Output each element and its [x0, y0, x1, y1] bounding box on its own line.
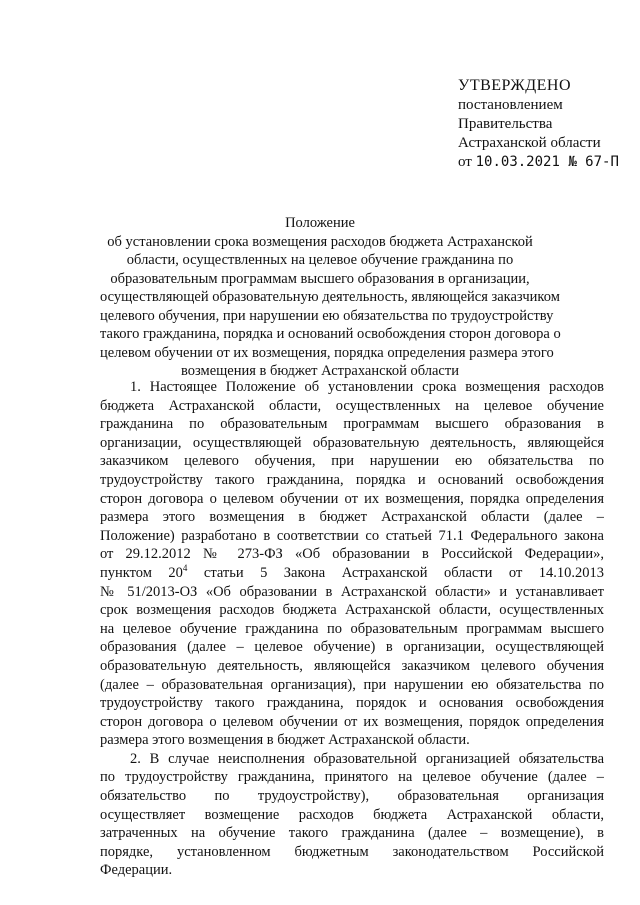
- paragraph-2: [100, 750, 604, 880]
- title-line: целевого обучения, при нарушении ею обязательства по трудоустройству: [100, 307, 554, 324]
- title-line: целевом обучении от их возмещения, порядка определения размера этого: [100, 344, 554, 361]
- text-fragment: статьи 5 Закона Астраханской области от 14.10.2013: [187, 564, 604, 581]
- text-line: осуществляет возмещение расходов бюджета Астраханской области,: [100, 806, 604, 823]
- approval-stamp-block: [458, 76, 628, 172]
- title-line: возмещения в бюджет Астраханской области: [181, 363, 459, 379]
- document-title: [100, 214, 561, 381]
- text-line: сторон договора о целевом обучении от их возмещения, порядка определения: [100, 490, 604, 507]
- text-line: Федерации.: [100, 862, 173, 879]
- approval-line-1: постановлением: [458, 97, 563, 113]
- text-line: 2. В случае неисполнения образовательной организацией обязательства: [130, 750, 604, 767]
- approval-date-line: [458, 153, 628, 172]
- title-heading: Положение: [285, 215, 355, 231]
- text-line: гражданина по образовательным программам высшего образования в: [100, 416, 604, 433]
- text-line: образования (далее – целевое обучение) в организации, осуществляющей: [100, 639, 604, 656]
- text-line: заказчиком целевого обучения, при нарушении ею обязательства по: [100, 453, 604, 470]
- approval-date-stamp: 10.03.2021 № 67-П: [475, 154, 619, 170]
- title-line: образовательным программам высшего образования в организации,: [110, 270, 530, 287]
- text-line: размера этого возмещения в бюджет Астраханской области.: [100, 732, 470, 749]
- text-line: Положение) разработано в соответствии со статьей 71.1 Федерального закона: [100, 527, 604, 544]
- text-line: бюджета Астраханской области, осуществленных на целевое обучение: [100, 397, 604, 414]
- text-line: размера этого возмещения в бюджет Астраханской области (далее –: [100, 509, 604, 526]
- text-line-with-superscript: [100, 564, 604, 583]
- title-line: области, осуществленных на целевое обучение гражданина по: [126, 252, 514, 268]
- document-body: [100, 378, 604, 880]
- text-line: трудоустройству такого гражданина, порядок и основания освобождения: [100, 695, 604, 712]
- text-line: 1. Настоящее Положение об установлении срока возмещения расходов: [130, 379, 604, 395]
- superscript: 4: [182, 563, 188, 573]
- text-line: обязательство по трудоустройству), образовательная организация: [100, 788, 604, 805]
- title-line: об установлении срока возмещения расходов бюджета Астраханской: [107, 233, 533, 250]
- text-line: образовательную деятельность, являющейся заказчиком целевого обучения: [100, 657, 604, 674]
- approval-line-2: Правительства: [458, 116, 553, 132]
- text-line: трудоустройству такого гражданина, порядка и оснований освобождения: [100, 471, 604, 488]
- title-line: осуществляющей образовательную деятельность, являющейся заказчиком: [100, 289, 560, 305]
- text-line: срок возмещения расходов бюджета Астраханской области, осуществленных: [100, 602, 604, 619]
- text-line: организации, осуществляющей образовательную деятельность, являющейся: [100, 434, 604, 451]
- text-line: сторон договора о целевом обучении от их возмещения, порядок определения: [100, 713, 604, 730]
- text-line: порядке, установленном бюджетным законодательством Российской: [100, 843, 604, 860]
- text-line: от 29.12.2012 № 273-ФЗ «Об образовании в Российской Федерации»,: [100, 546, 604, 563]
- text-line: по трудоустройству гражданина, принятого на целевое обучение (далее –: [100, 769, 604, 786]
- approval-heading: УТВЕРЖДЕНО: [458, 77, 572, 94]
- text-line: № 51/2013-ОЗ «Об образовании в Астраханской области» и устанавливает: [100, 583, 604, 600]
- approval-date-prefix: от: [458, 154, 476, 170]
- text-line: (далее – образовательная организация), при нарушении ею обязательства по: [100, 676, 604, 693]
- paragraph-1: [100, 378, 604, 750]
- approval-line-3: Астраханской области: [458, 135, 601, 151]
- text-line: затраченных на обучение такого гражданина (далее – возмещение), в: [100, 825, 604, 842]
- text-fragment: пунктом 20: [100, 564, 183, 581]
- title-line: такого гражданина, порядка и оснований освобождения сторон договора о: [100, 326, 561, 342]
- text-line: на целевое обучение гражданина по образовательным программам высшего: [100, 620, 604, 637]
